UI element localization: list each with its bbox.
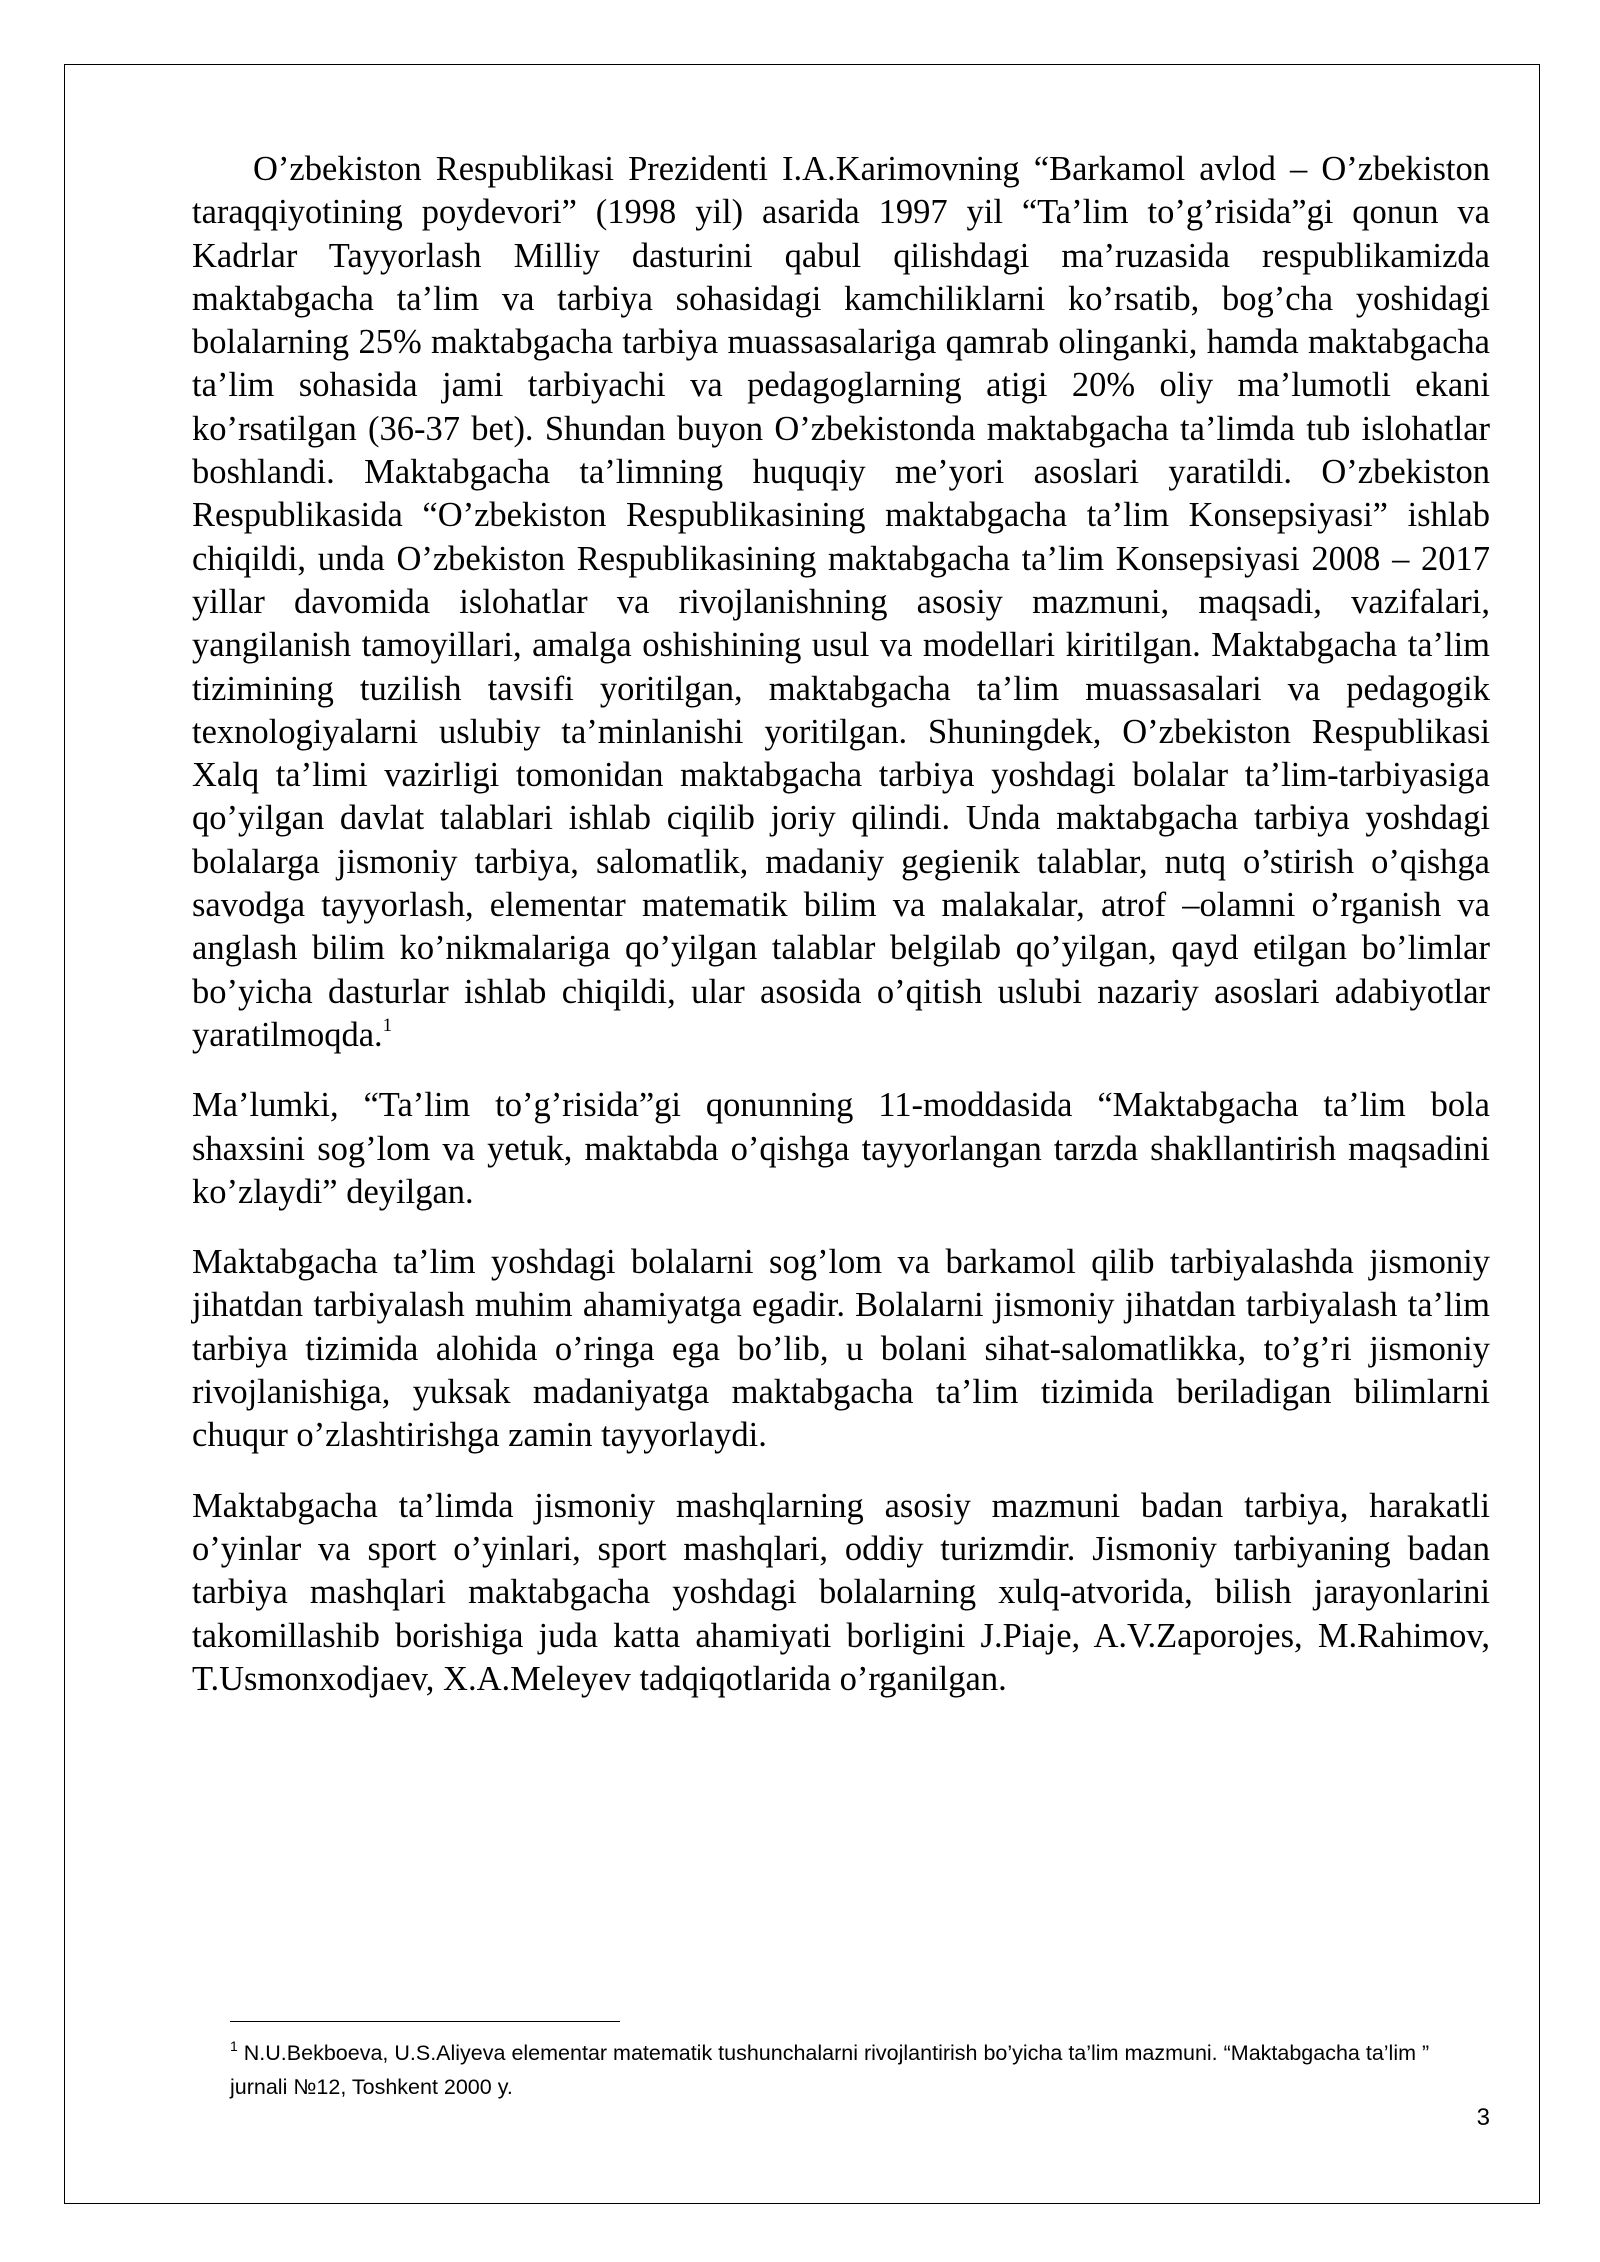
footnote-number: 1 xyxy=(230,2038,238,2054)
paragraph-1 xyxy=(192,148,1490,1057)
paragraph-4: Maktabgacha ta’limda jismoniy mashqlarning asosiy mazmuni badan tarbiya, harakatli o’yinlar va sport o’yinlari, sport mashqlari, oddiy turizmdir. Jismoniy tarbiyaning badan tarbiya mashqlari maktabgacha yoshdagi bolalarning xulq-atvorida, bilish jarayonlarini takomillashib borishiga juda katta ahamiyati borligini J.Piaje, A.V.Zaporojes, M.Rahimov, T.Usmonxodjaev, X.A.Meleyev tadqiqotlarida o’rganilgan. xyxy=(192,1486,1490,1698)
paragraph-1-text: O’zbekiston Respublikasi Prezidenti I.A.Karimovning “Barkamol avlod – O’zbekiston taraqqiyotining poydevori” (1998 yil) asarida 1997 yil “Ta’lim to’g’risida”gi qonun va Kadrlar Tayyorlash Milliy dasturini qabul qilishdagi ma’ruzasida respublikamizda maktabgacha ta’lim va tarbiya sohasidagi kamchiliklarni ko’rsatib, bog’cha yoshidagi bolalarning 25% maktabgacha tarbiya muassasalariga qamrab olinganki, hamda maktabgacha ta’lim sohasida jami tarbiyachi va pedagoglarning atigi 20% oliy ma’lumotli ekani ko’rsatilgan (36-37 bet). Shundan buyon O’zbekistonda maktabgacha ta’limda tub islohatlar boshlandi. Maktabgacha ta’limning huquqiy me’yori asoslari yaratildi. O’zbekiston Respublikasida “O’zbekiston Respublikasining maktabgacha ta’lim Konsepsiyasi” ishlab chiqildi, unda O’zbekiston Respublikasining maktabgacha ta’lim Konsepsiyasi 2008 – 2017 yillar davomida islohatlar va rivojlanishning asosiy mazmuni, maqsadi, vazifalari, yangilanish tamoyillari, amalga oshishining usul va modellari kiritilgan. Maktabgacha ta’lim tizimining tuzilish tavsifi yoritilgan, maktabgacha ta’lim muassasalari va pedagogik texnologiyalarni uslubiy ta’minlanishi yoritilgan. Shuningdek, O’zbekiston Respublikasi Xalq ta’limi vazirligi tomonidan maktabgacha tarbiya yoshdagi bolalar ta’lim-tarbiyasiga qo’yilgan davlat talablari ishlab ciqilib joriy qilindi. Unda maktabgacha tarbiya yoshdagi bolalarga jismoniy tarbiya, salomatlik, madaniy gegienik talablar, nutq o’stirish o’qishga savodga tayyorlash, elementar matematik bilim va malakalar, atrof –olamni o’rganish va anglash bilim ko’nikmalariga qo’yilgan talablar belgilab qo’yilgan, qayd etilgan bo’limlar bo’yicha dasturlar ishlab chiqildi, ular asosida o’qitish uslubi nazariy asoslari adabiyotlar yaratilmoqda. xyxy=(192,150,1490,1054)
footnote xyxy=(230,2036,1470,2104)
document-body xyxy=(192,148,1490,1728)
page-number: 3 xyxy=(1476,2104,1490,2131)
paragraph-3: Maktabgacha ta’lim yoshdagi bolalarni sog’lom va barkamol qilib tarbiyalashda jismoniy jihatdan tarbiyalash muhim ahamiyatga egadir. Bolalarni jismoniy jihatdan tarbiyalash ta’lim tarbiya tizimida alohida o’ringa ega bo’lib, u bolani sihat-salomatlikka, to’g’ri jismoniy rivojlanishiga, yuksak madaniyatga maktabgacha ta’lim tizimida beriladigan bilimlarni chuqur o’zlashtirishga zamin tayyorlaydi. xyxy=(192,1243,1490,1455)
paragraph-2: Ma’lumki, “Ta’lim to’g’risida”gi qonunning 11-moddasida “Maktabgacha ta’lim bola shaxsini sog’lom va yetuk, maktabda o’qishga tayyorlangan tarzda shakllantirish maqsadini ko’zlaydi” deyilgan. xyxy=(192,1086,1490,1211)
footnote-separator xyxy=(230,2021,620,2022)
footnote-text: N.U.Bekboeva, U.S.Aliyeva elementar matematik tushunchalarni rivojlantirish bo’yicha ta’lim mazmuni. “Maktabgacha ta’lim ” jurnali №12, Toshkent 2000 y. xyxy=(230,2041,1430,2099)
footnote-reference: 1 xyxy=(382,1014,393,1036)
